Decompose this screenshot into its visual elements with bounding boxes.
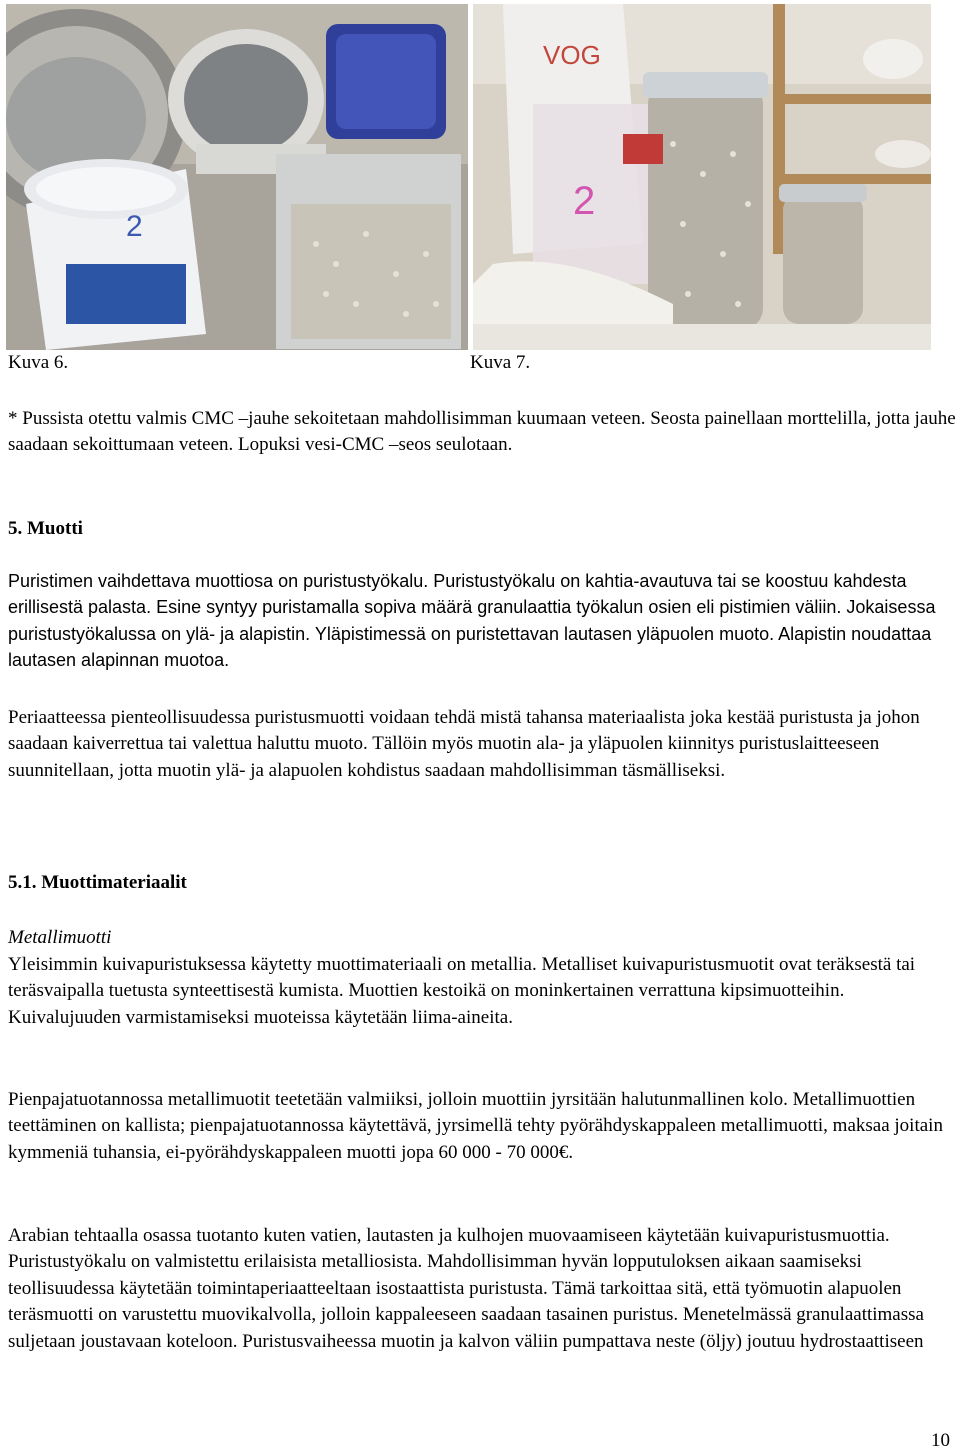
- photo-7-caption: Kuva 7.: [470, 352, 531, 373]
- section-5-paragraph-1: [8, 568, 956, 674]
- section-5-1-paragraph-3: [8, 1223, 956, 1355]
- intro-note-text: * Pussista otettu valmis CMC –jauhe sekoitetaan mahdollisimman kuumaan veteen. Seosta painellaan morttelilla, jotta jauhe saadaan sekoittumaan veteen. Lopuksi vesi-CMC –seos seulotaan.: [8, 408, 956, 456]
- photo-kuva-7: [473, 4, 931, 350]
- page-number: 10: [931, 1430, 950, 1451]
- svg-text:2: 2: [573, 179, 596, 223]
- photo-kuva-6: [6, 4, 468, 350]
- photo-7-illustration: [473, 4, 931, 350]
- svg-text:VOG: VOG: [543, 40, 601, 70]
- section-5-heading: 5. Muotti: [8, 518, 83, 539]
- photo-6-illustration: [6, 4, 468, 350]
- section-5-paragraph-2-text: Periaatteessa pienteollisuudessa puristusmuotti voidaan tehdä mistä tahansa materiaalista joka kestää puristusta ja johon saadaan kaiverrettua tai valettua haluttu muoto. Tällöin myös muotin ala- ja yläpuolen kiinnitys puristuslaitteeseen suunnitellaan, jotta muotin ylä- ja alapuolen kohdistus saadaan mahdollisimman täsmälliseksi.: [8, 707, 920, 781]
- photo-6-caption: Kuva 6.: [8, 352, 69, 373]
- svg-text:2: 2: [126, 210, 143, 243]
- metallimuotti-subheading: Metallimuotti: [8, 927, 112, 948]
- section-5-1-paragraph-1-text: Yleisimmin kuivapuristuksessa käytetty muottimateriaali on metallia. Metalliset kuivapuristusmuotit ovat teräksestä tai teräsvaipalla tuetusta synteettisestä kumista. Muottien kestoikä on moninkertainen verrattuna kipsimuotteihin. Kuivalujuuden varmistamiseksi muoteissa käytetään liima-aineita.: [8, 954, 916, 1028]
- intro-note: [8, 406, 956, 459]
- section-5-1-paragraph-3-text: Arabian tehtaalla osassa tuotanto kuten vatien, lautasten ja kulhojen muovaamiseen käytetään kuivapuristusmuottia. Puristustyökalu on valmistettu erilaisista metalliosista. Mahdollisimman hyvän lopputuloksen aikaan saamiseksi teollisuudessa käytetään toimintaperiaatteeltaan isostaattista puristusta. Tämä tarkoittaa sitä, että työmuotin alapuolen teräsmuotti on varustettu muovikalvolla, jolloin kappaleeseen saadaan tasainen puristus. Menetelmässä granulaattimassa suljetaan joustavaan koteloon. Puristusvaiheessa muotin ja kalvon väliin pumpattava neste (öljy) joutuu hydrostaattiseen: [8, 1225, 924, 1352]
- section-5-1-heading: 5.1. Muottimateriaalit: [8, 872, 187, 893]
- section-5-1-paragraph-1: [8, 952, 956, 1031]
- section-5-1-paragraph-2: [8, 1087, 956, 1166]
- section-5-1-paragraph-2-text: Pienpajatuotannossa metallimuotit teetetään valmiiksi, jolloin muottiin jyrsitään halutunmallinen kolo. Metallimuottien teettäminen on kallista; pienpajatuotannossa käytettävä, jyrsimellä tehty pyörähdyskappaleen metallimuotti, maksaa joitain kymmeniä tuhansia, ei-pyörähdyskappaleen muotti jopa 60 000 - 70 000€.: [8, 1089, 943, 1163]
- section-5-paragraph-2: [8, 705, 956, 784]
- section-5-paragraph-1-text: Puristimen vaihdettava muottiosa on puristustyökalu. Puristustyökalu on kahtia-avautuva tai se koostuu kahdesta erillisestä palasta. Esine syntyy puristamalla sopiva määrä granulaattia työkalun osien eli pistimien väliin. Jokaisessa puristustyökalussa on ylä- ja alapistin. Yläpistimessä on puristettavan lautasen yläpuolen muoto. Alapistin noudattaa lautasen alapinnan muotoa.: [8, 571, 936, 671]
